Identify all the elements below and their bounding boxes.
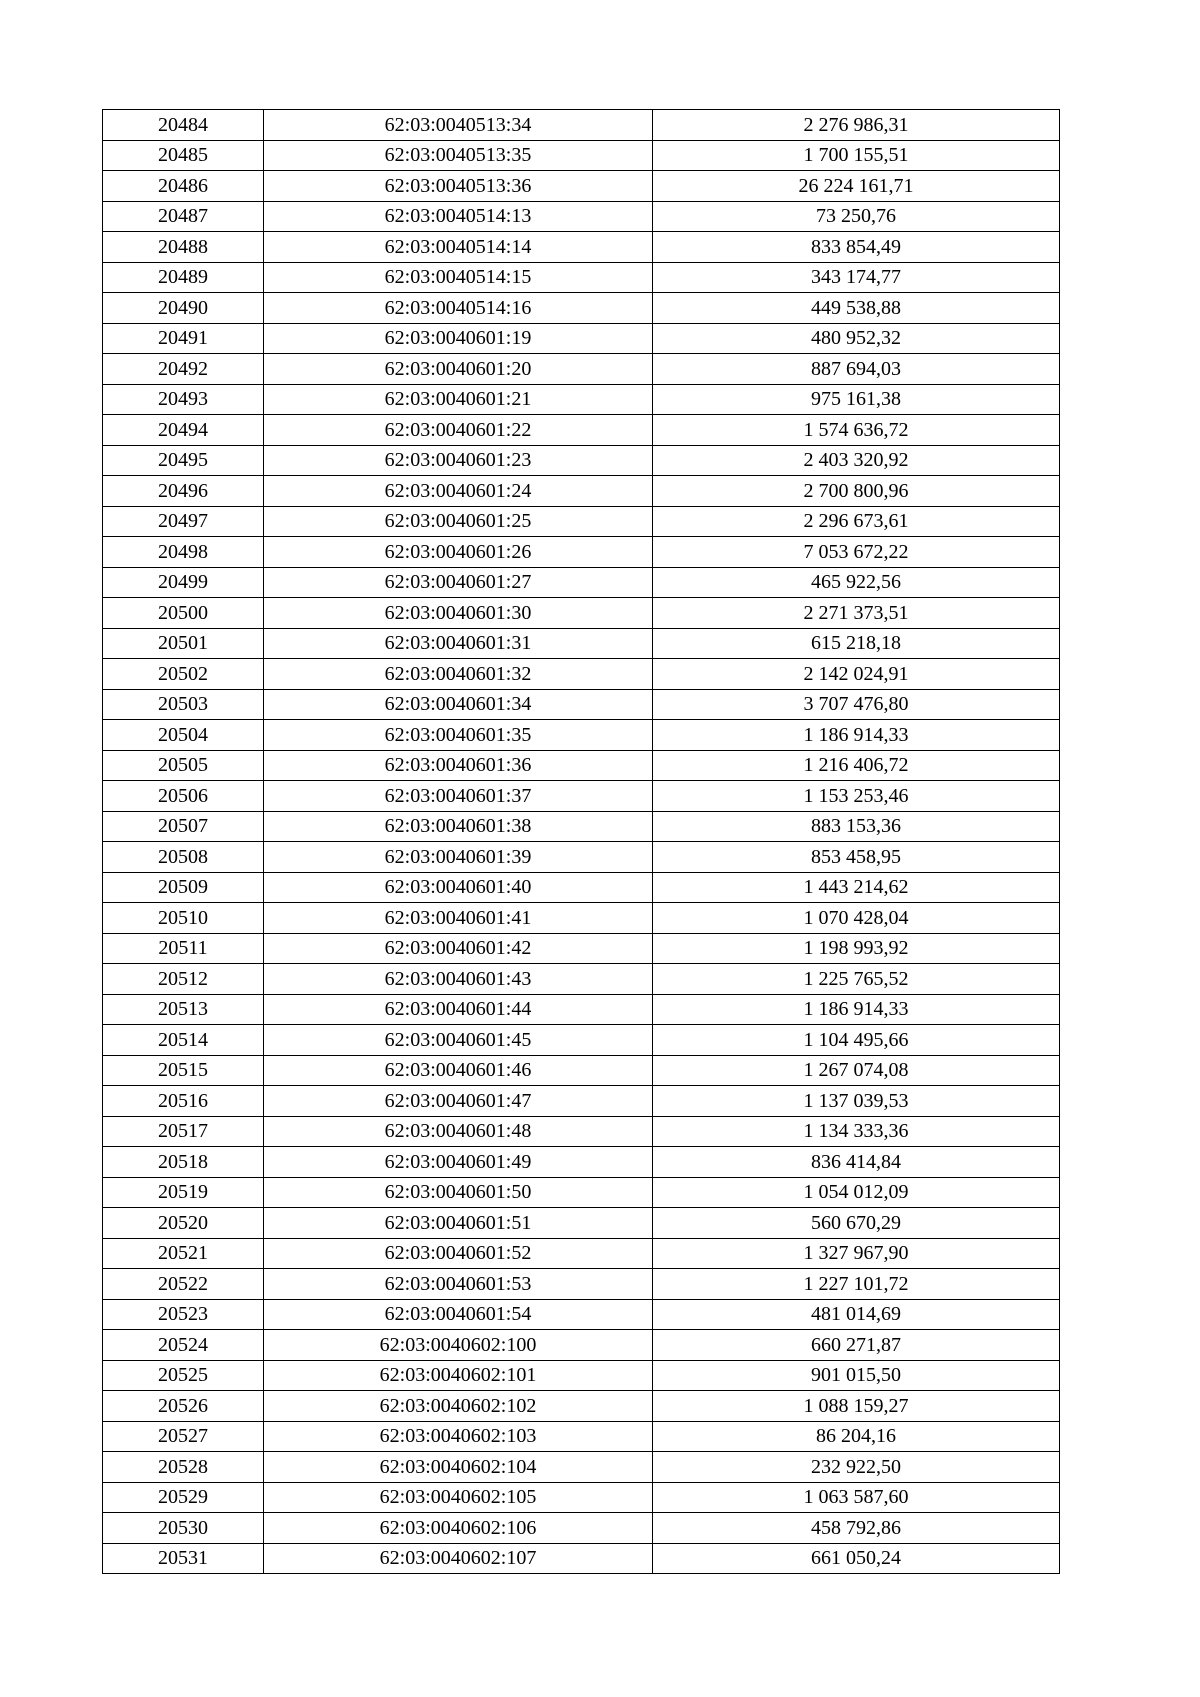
table-row <box>103 445 1060 476</box>
cadastral-value-cell: 2 276 986,31 <box>653 110 1060 141</box>
row-number-cell: 20517 <box>103 1116 264 1147</box>
cadastral-value-cell: 2 271 373,51 <box>653 598 1060 629</box>
table-row <box>103 293 1060 324</box>
cadastral-number-cell: 62:03:0040514:16 <box>264 293 653 324</box>
cadastral-number-cell: 62:03:0040601:42 <box>264 933 653 964</box>
table-row <box>103 1269 1060 1300</box>
table-row <box>103 1208 1060 1239</box>
row-number-cell: 20513 <box>103 994 264 1025</box>
cadastral-value-cell: 833 854,49 <box>653 232 1060 263</box>
table-row <box>103 1543 1060 1574</box>
cadastral-number-cell: 62:03:0040602:106 <box>264 1513 653 1544</box>
cadastral-number-cell: 62:03:0040601:53 <box>264 1269 653 1300</box>
row-number-cell: 20492 <box>103 354 264 385</box>
cadastral-number-cell: 62:03:0040601:36 <box>264 750 653 781</box>
row-number-cell: 20490 <box>103 293 264 324</box>
table-row <box>103 903 1060 934</box>
row-number-cell: 20491 <box>103 323 264 354</box>
row-number-cell: 20526 <box>103 1391 264 1422</box>
table-row <box>103 1360 1060 1391</box>
cadastral-value-cell: 1 186 914,33 <box>653 720 1060 751</box>
cadastral-number-cell: 62:03:0040601:31 <box>264 628 653 659</box>
row-number-cell: 20487 <box>103 201 264 232</box>
row-number-cell: 20527 <box>103 1421 264 1452</box>
cadastral-value-cell: 661 050,24 <box>653 1543 1060 1574</box>
cadastral-value-cell: 3 707 476,80 <box>653 689 1060 720</box>
cadastral-value-cell: 1 088 159,27 <box>653 1391 1060 1422</box>
row-number-cell: 20531 <box>103 1543 264 1574</box>
cadastral-value-cell: 465 922,56 <box>653 567 1060 598</box>
cadastral-number-cell: 62:03:0040601:43 <box>264 964 653 995</box>
row-number-cell: 20485 <box>103 140 264 171</box>
table-row <box>103 1482 1060 1513</box>
table-row <box>103 689 1060 720</box>
cadastral-number-cell: 62:03:0040601:30 <box>264 598 653 629</box>
cadastral-value-cell: 1 225 765,52 <box>653 964 1060 995</box>
table-row <box>103 659 1060 690</box>
cadastral-value-cell: 1 054 012,09 <box>653 1177 1060 1208</box>
cadastral-number-cell: 62:03:0040601:35 <box>264 720 653 751</box>
row-number-cell: 20496 <box>103 476 264 507</box>
row-number-cell: 20505 <box>103 750 264 781</box>
cadastral-number-cell: 62:03:0040601:50 <box>264 1177 653 1208</box>
table-row <box>103 811 1060 842</box>
cadastral-value-cell: 1 574 636,72 <box>653 415 1060 446</box>
row-number-cell: 20488 <box>103 232 264 263</box>
row-number-cell: 20494 <box>103 415 264 446</box>
row-number-cell: 20502 <box>103 659 264 690</box>
row-number-cell: 20521 <box>103 1238 264 1269</box>
row-number-cell: 20524 <box>103 1330 264 1361</box>
table-row <box>103 598 1060 629</box>
cadastral-number-cell: 62:03:0040601:24 <box>264 476 653 507</box>
cadastral-number-cell: 62:03:0040601:40 <box>264 872 653 903</box>
table-row <box>103 171 1060 202</box>
cadastral-value-cell: 73 250,76 <box>653 201 1060 232</box>
cadastral-value-cell: 660 271,87 <box>653 1330 1060 1361</box>
table-row <box>103 415 1060 446</box>
cadastral-number-cell: 62:03:0040601:49 <box>264 1147 653 1178</box>
cadastral-number-cell: 62:03:0040601:48 <box>264 1116 653 1147</box>
cadastral-number-cell: 62:03:0040601:47 <box>264 1086 653 1117</box>
table-row <box>103 1452 1060 1483</box>
table-row <box>103 1238 1060 1269</box>
row-number-cell: 20493 <box>103 384 264 415</box>
row-number-cell: 20495 <box>103 445 264 476</box>
row-number-cell: 20506 <box>103 781 264 812</box>
cadastral-value-cell: 1 216 406,72 <box>653 750 1060 781</box>
cadastral-value-cell: 1 153 253,46 <box>653 781 1060 812</box>
row-number-cell: 20497 <box>103 506 264 537</box>
cadastral-number-cell: 62:03:0040601:21 <box>264 384 653 415</box>
cadastral-value-cell: 975 161,38 <box>653 384 1060 415</box>
cadastral-number-cell: 62:03:0040601:38 <box>264 811 653 842</box>
cadastral-value-cell: 901 015,50 <box>653 1360 1060 1391</box>
table-row <box>103 1086 1060 1117</box>
cadastral-number-cell: 62:03:0040602:103 <box>264 1421 653 1452</box>
cadastral-value-cell: 481 014,69 <box>653 1299 1060 1330</box>
table-row <box>103 1513 1060 1544</box>
row-number-cell: 20525 <box>103 1360 264 1391</box>
cadastral-value-table <box>102 109 1060 1574</box>
cadastral-value-cell: 343 174,77 <box>653 262 1060 293</box>
table-row <box>103 110 1060 141</box>
cadastral-value-cell: 449 538,88 <box>653 293 1060 324</box>
table-row <box>103 1421 1060 1452</box>
table-row <box>103 323 1060 354</box>
table-row <box>103 964 1060 995</box>
row-number-cell: 20516 <box>103 1086 264 1117</box>
cadastral-number-cell: 62:03:0040601:34 <box>264 689 653 720</box>
table-row <box>103 994 1060 1025</box>
cadastral-value-cell: 86 204,16 <box>653 1421 1060 1452</box>
row-number-cell: 20504 <box>103 720 264 751</box>
cadastral-value-cell: 2 296 673,61 <box>653 506 1060 537</box>
table-row <box>103 750 1060 781</box>
cadastral-number-cell: 62:03:0040601:46 <box>264 1055 653 1086</box>
cadastral-number-cell: 62:03:0040601:52 <box>264 1238 653 1269</box>
cadastral-value-cell: 480 952,32 <box>653 323 1060 354</box>
cadastral-value-cell: 1 198 993,92 <box>653 933 1060 964</box>
table-row <box>103 628 1060 659</box>
cadastral-value-cell: 2 700 800,96 <box>653 476 1060 507</box>
cadastral-number-cell: 62:03:0040602:105 <box>264 1482 653 1513</box>
table-row <box>103 201 1060 232</box>
table-row <box>103 1116 1060 1147</box>
table-row <box>103 1147 1060 1178</box>
cadastral-number-cell: 62:03:0040601:37 <box>264 781 653 812</box>
row-number-cell: 20514 <box>103 1025 264 1056</box>
cadastral-value-cell: 2 142 024,91 <box>653 659 1060 690</box>
cadastral-number-cell: 62:03:0040514:15 <box>264 262 653 293</box>
row-number-cell: 20499 <box>103 567 264 598</box>
row-number-cell: 20509 <box>103 872 264 903</box>
cadastral-number-cell: 62:03:0040601:19 <box>264 323 653 354</box>
cadastral-value-cell: 887 694,03 <box>653 354 1060 385</box>
cadastral-value-cell: 615 218,18 <box>653 628 1060 659</box>
table-row <box>103 506 1060 537</box>
cadastral-value-cell: 836 414,84 <box>653 1147 1060 1178</box>
cadastral-number-cell: 62:03:0040601:22 <box>264 415 653 446</box>
row-number-cell: 20523 <box>103 1299 264 1330</box>
cadastral-number-cell: 62:03:0040601:51 <box>264 1208 653 1239</box>
row-number-cell: 20507 <box>103 811 264 842</box>
row-number-cell: 20512 <box>103 964 264 995</box>
table-row <box>103 262 1060 293</box>
cadastral-number-cell: 62:03:0040513:35 <box>264 140 653 171</box>
row-number-cell: 20489 <box>103 262 264 293</box>
table-row <box>103 1391 1060 1422</box>
table-row <box>103 567 1060 598</box>
cadastral-value-cell: 1 137 039,53 <box>653 1086 1060 1117</box>
cadastral-value-cell: 1 063 587,60 <box>653 1482 1060 1513</box>
table-row <box>103 872 1060 903</box>
cadastral-number-cell: 62:03:0040601:25 <box>264 506 653 537</box>
cadastral-value-cell: 1 070 428,04 <box>653 903 1060 934</box>
table-row <box>103 476 1060 507</box>
cadastral-number-cell: 62:03:0040514:13 <box>264 201 653 232</box>
cadastral-value-cell: 1 104 495,66 <box>653 1025 1060 1056</box>
row-number-cell: 20486 <box>103 171 264 202</box>
table-row <box>103 537 1060 568</box>
cadastral-number-cell: 62:03:0040601:20 <box>264 354 653 385</box>
cadastral-number-cell: 62:03:0040602:101 <box>264 1360 653 1391</box>
row-number-cell: 20484 <box>103 110 264 141</box>
row-number-cell: 20519 <box>103 1177 264 1208</box>
table-row <box>103 842 1060 873</box>
table-body <box>103 110 1060 1574</box>
row-number-cell: 20529 <box>103 1482 264 1513</box>
table-row <box>103 1330 1060 1361</box>
cadastral-number-cell: 62:03:0040601:39 <box>264 842 653 873</box>
row-number-cell: 20520 <box>103 1208 264 1239</box>
cadastral-value-cell: 232 922,50 <box>653 1452 1060 1483</box>
table-row <box>103 140 1060 171</box>
cadastral-value-cell: 1 327 967,90 <box>653 1238 1060 1269</box>
cadastral-number-cell: 62:03:0040513:34 <box>264 110 653 141</box>
cadastral-number-cell: 62:03:0040602:102 <box>264 1391 653 1422</box>
cadastral-number-cell: 62:03:0040601:26 <box>264 537 653 568</box>
row-number-cell: 20501 <box>103 628 264 659</box>
cadastral-number-cell: 62:03:0040601:41 <box>264 903 653 934</box>
cadastral-value-cell: 1 134 333,36 <box>653 1116 1060 1147</box>
cadastral-value-cell: 458 792,86 <box>653 1513 1060 1544</box>
cadastral-number-cell: 62:03:0040602:107 <box>264 1543 653 1574</box>
cadastral-value-cell: 1 700 155,51 <box>653 140 1060 171</box>
row-number-cell: 20511 <box>103 933 264 964</box>
cadastral-value-cell: 1 227 101,72 <box>653 1269 1060 1300</box>
table-row <box>103 781 1060 812</box>
table-row <box>103 232 1060 263</box>
cadastral-number-cell: 62:03:0040601:54 <box>264 1299 653 1330</box>
cadastral-value-cell: 883 153,36 <box>653 811 1060 842</box>
table-row <box>103 933 1060 964</box>
cadastral-value-cell: 1 267 074,08 <box>653 1055 1060 1086</box>
cadastral-value-cell: 1 443 214,62 <box>653 872 1060 903</box>
cadastral-number-cell: 62:03:0040601:32 <box>264 659 653 690</box>
row-number-cell: 20508 <box>103 842 264 873</box>
row-number-cell: 20498 <box>103 537 264 568</box>
row-number-cell: 20510 <box>103 903 264 934</box>
row-number-cell: 20530 <box>103 1513 264 1544</box>
cadastral-value-cell: 853 458,95 <box>653 842 1060 873</box>
cadastral-number-cell: 62:03:0040513:36 <box>264 171 653 202</box>
table-row <box>103 1177 1060 1208</box>
row-number-cell: 20503 <box>103 689 264 720</box>
cadastral-value-cell: 2 403 320,92 <box>653 445 1060 476</box>
table-row <box>103 354 1060 385</box>
table-row <box>103 1055 1060 1086</box>
cadastral-value-cell: 7 053 672,22 <box>653 537 1060 568</box>
cadastral-value-cell: 1 186 914,33 <box>653 994 1060 1025</box>
cadastral-number-cell: 62:03:0040601:44 <box>264 994 653 1025</box>
row-number-cell: 20522 <box>103 1269 264 1300</box>
row-number-cell: 20515 <box>103 1055 264 1086</box>
cadastral-number-cell: 62:03:0040602:104 <box>264 1452 653 1483</box>
cadastral-value-cell: 26 224 161,71 <box>653 171 1060 202</box>
cadastral-number-cell: 62:03:0040602:100 <box>264 1330 653 1361</box>
table-row <box>103 1299 1060 1330</box>
cadastral-number-cell: 62:03:0040601:45 <box>264 1025 653 1056</box>
table-row <box>103 1025 1060 1056</box>
table-row <box>103 720 1060 751</box>
row-number-cell: 20518 <box>103 1147 264 1178</box>
cadastral-number-cell: 62:03:0040514:14 <box>264 232 653 263</box>
table-row <box>103 384 1060 415</box>
cadastral-value-cell: 560 670,29 <box>653 1208 1060 1239</box>
cadastral-number-cell: 62:03:0040601:23 <box>264 445 653 476</box>
row-number-cell: 20500 <box>103 598 264 629</box>
cadastral-number-cell: 62:03:0040601:27 <box>264 567 653 598</box>
row-number-cell: 20528 <box>103 1452 264 1483</box>
